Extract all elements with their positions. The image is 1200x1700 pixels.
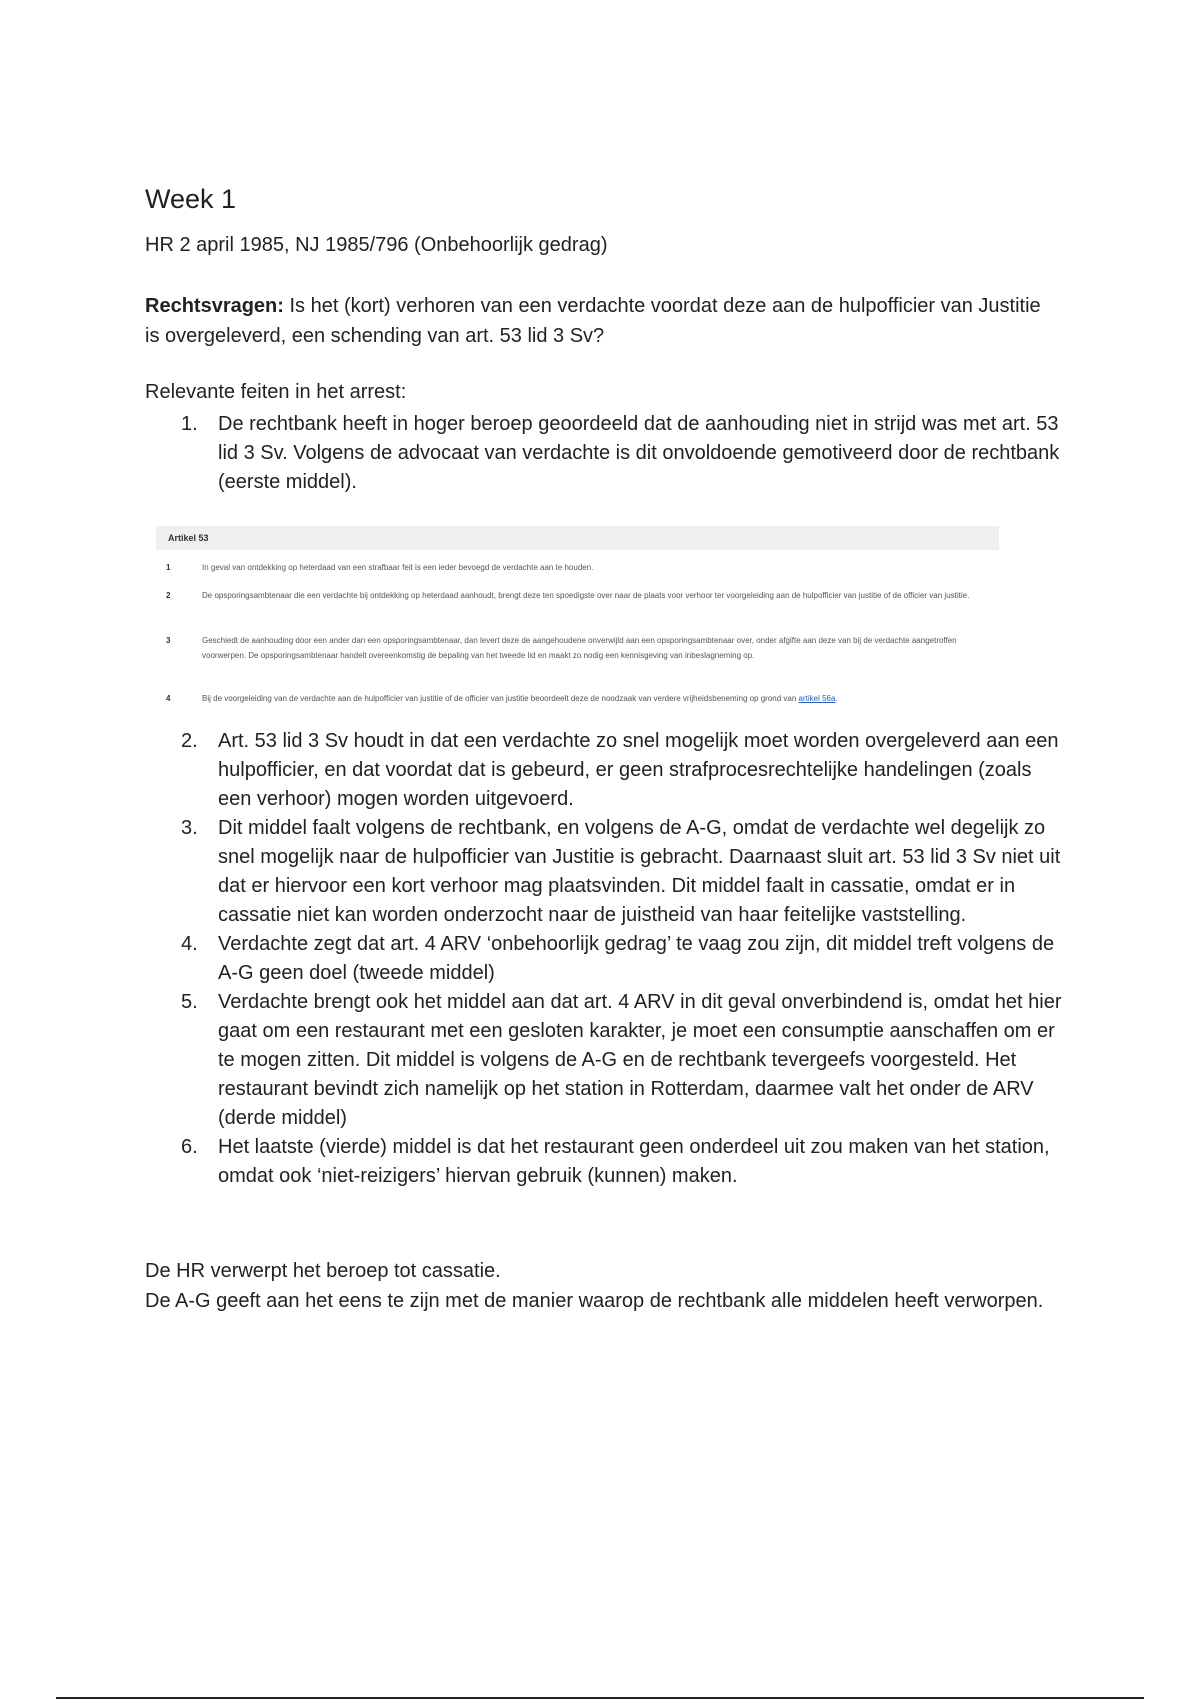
list-item bbox=[145, 1133, 1065, 1191]
facts-list-continued bbox=[145, 727, 1065, 1191]
law-row-tail: . bbox=[835, 694, 838, 703]
list-text: Art. 53 lid 3 Sv houdt in dat een verdachte zo snel mogelijk moet worden overgeleverd aan een hulpofficier, en dat voordat dat is gebeurd, er geen strafprocesrechtelijke handelingen (zoals een verhoor) mogen worden uitgevoerd. bbox=[218, 730, 1059, 810]
law-row-text: Geschiedt de aanhouding door een ander dan een opsporingsambtenaar, dan levert deze de aangehoudene onverwijld aan een opsporingsambtenaar over, onder afgifte aan deze van bij de verdachte aangetroffen voorwerpen. De opsporingsambtenaar handelt overeenkomstig de bepaling van het tweede lid en maakt zo nodig een kennisgeving van inbeslagneming op. bbox=[202, 636, 957, 660]
list-item bbox=[145, 988, 1065, 1133]
list-item bbox=[145, 410, 1065, 497]
law-article-link[interactable]: artikel 56a bbox=[798, 694, 836, 703]
law-row-text-wrap bbox=[202, 691, 982, 706]
list-number: 5. bbox=[181, 991, 198, 1013]
page-title: Week 1 bbox=[145, 184, 237, 214]
list-number: 3. bbox=[181, 817, 198, 839]
law-row-number: 4 bbox=[166, 694, 171, 703]
facts-list bbox=[145, 410, 1065, 497]
list-number: 1. bbox=[181, 413, 198, 435]
verdict-line-2: De A-G geeft aan het eens te zijn met de manier waarop de rechtbank alle middelen heeft verworpen. bbox=[145, 1290, 1044, 1312]
list-text: Verdachte brengt ook het middel aan dat art. 4 ARV in dit geval onverbindend is, omdat het hier gaat om een restaurant met een gesloten karakter, je moet een consumptie aanschaffen om er te mogen zitten. Dit middel is volgens de A-G en de rechtbank tevergeefs voorgesteld. Het restaurant bevindt zich namelijk op het station in Rotterdam, daarmee valt het onder de ARV (derde middel) bbox=[218, 991, 1062, 1129]
law-excerpt-title: Artikel 53 bbox=[156, 526, 999, 550]
list-number: 2. bbox=[181, 730, 198, 752]
list-text: Het laatste (vierde) middel is dat het restaurant geen onderdeel uit zou maken van het station, omdat ook ‘niet-reizigers’ hiervan gebruik (kunnen) maken. bbox=[218, 1136, 1050, 1187]
legal-question-text: Is het (kort) verhoren van een verdachte voordat deze aan de hulpofficier van Justitie is overgeleverd, een schending van art. 53 lid 3 Sv? bbox=[145, 295, 1041, 347]
case-citation: HR 2 april 1985, NJ 1985/796 (Onbehoorlijk gedrag) bbox=[145, 234, 608, 256]
legal-question bbox=[145, 291, 1045, 351]
list-text: De rechtbank heeft in hoger beroep geoordeeld dat de aanhouding niet in strijd was met art. 53 lid 3 Sv. Volgens de advocaat van verdachte is dit onvoldoende gemotiveerd door de rechtbank (eerste middel). bbox=[218, 413, 1060, 493]
list-number: 6. bbox=[181, 1136, 198, 1158]
legal-question-label: Rechtsvragen: bbox=[145, 295, 284, 317]
list-item bbox=[145, 727, 1065, 814]
verdict-line-1: De HR verwerpt het beroep tot cassatie. bbox=[145, 1260, 501, 1282]
facts-label: Relevante feiten in het arrest: bbox=[145, 381, 407, 403]
law-row-number: 2 bbox=[166, 591, 171, 600]
list-item bbox=[145, 930, 1065, 988]
law-row-number: 1 bbox=[166, 563, 171, 572]
law-excerpt-image bbox=[156, 526, 999, 711]
list-item bbox=[145, 814, 1065, 930]
law-row-text: Bij de voorgeleiding van de verdachte aan de hulpofficier van justitie of de officier van justitie beoordeelt deze de noodzaak van verdere vrijheidsbeneming op grond van bbox=[202, 694, 797, 703]
list-text: Verdachte zegt dat art. 4 ARV ‘onbehoorlijk gedrag’ te vaag zou zijn, dit middel treft volgens de A-G geen doel (tweede middel) bbox=[218, 933, 1055, 984]
list-text: Dit middel faalt volgens de rechtbank, en volgens de A-G, omdat de verdachte wel degelijk zo snel mogelijk naar de hulpofficier van Justitie is gebracht. Daarnaast sluit art. 53 lid 3 Sv niet uit dat er hiervoor een kort verhoor mag plaatsvinden. Dit middel faalt in cassatie, omdat er in cassatie niet kan worden onderzocht naar de juistheid van haar feitelijke vaststelling. bbox=[218, 817, 1061, 926]
footer-divider bbox=[56, 1697, 1144, 1699]
verdict bbox=[145, 1256, 1045, 1316]
law-row-text: De opsporingsambtenaar die een verdachte bij ontdekking op heterdaad aanhoudt, brengt deze ten spoedigste over naar de plaats voor verhoor ter voorgeleiding aan de hulpofficier van justitie of de officier van justitie. bbox=[202, 591, 970, 600]
law-row-number: 3 bbox=[166, 636, 171, 645]
law-row-text: In geval van ontdekking op heterdaad van een strafbaar feit is een ieder bevoegd de verdachte aan te houden. bbox=[202, 563, 594, 572]
list-number: 4. bbox=[181, 933, 198, 955]
